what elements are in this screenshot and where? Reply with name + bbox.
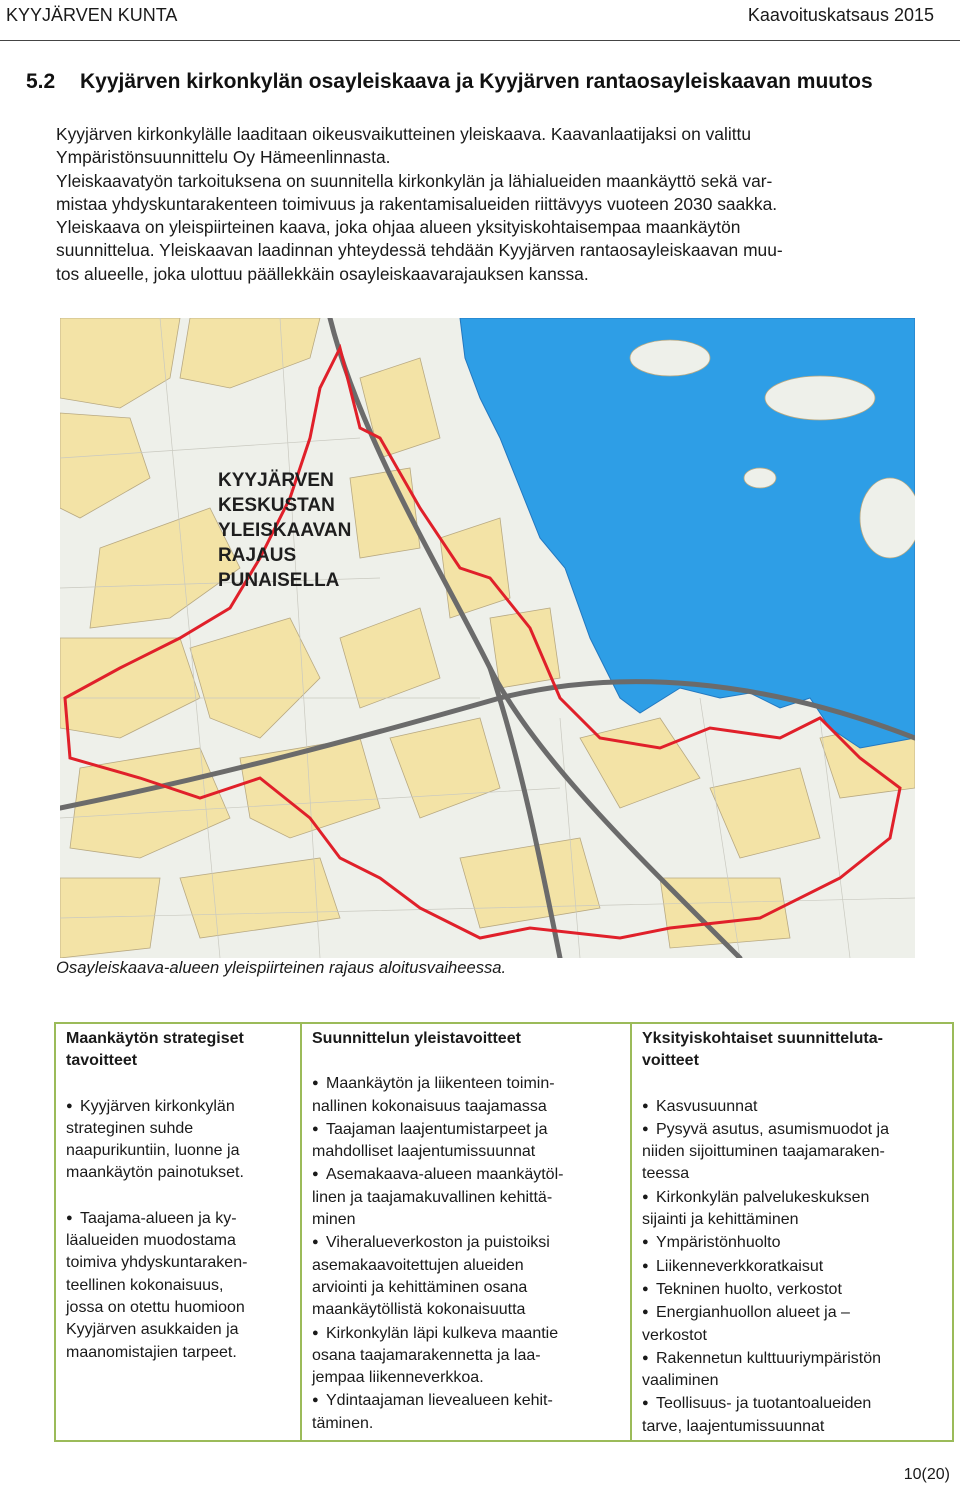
list-item xyxy=(66,1095,290,1185)
item-line: täminen. xyxy=(312,1414,374,1432)
body-line: tos alueelle, joka ulottuu päällekkäin osayleiskaavarajauksen kanssa. xyxy=(56,263,589,284)
item-line: Ympäristönhuolto xyxy=(656,1234,781,1252)
map-caption: Osayleiskaava-alueen yleispiirteinen rajaus aloitusvaiheessa. xyxy=(56,958,507,977)
list-item xyxy=(642,1278,942,1301)
column-heading xyxy=(66,1028,290,1073)
item-line: Taajaman laajentumistarpeet ja xyxy=(326,1120,548,1138)
item-line: arviointi ja kehittäminen osana xyxy=(312,1278,528,1296)
column-general-objectives xyxy=(300,1024,630,1440)
body-line: Yleiskaavatyön tarkoituksena on suunnitella kirkonkylän ja lähialueiden maankäyttö sekä var- xyxy=(56,170,773,191)
list-item xyxy=(312,1389,620,1435)
item-line: tarve, laajentumissuunnat xyxy=(642,1417,825,1435)
map-label xyxy=(218,470,351,591)
bullet-icon: ● xyxy=(312,1326,319,1339)
map-label-line: KYYJÄRVEN xyxy=(218,470,334,491)
bullet-icon: ● xyxy=(312,1394,319,1407)
body-line: Yleiskaava on yleispiirteinen kaava, joka ohjaa alueen yksityiskohtaisempaa maankäytön xyxy=(56,217,741,238)
item-line: Liikenneverkkoratkaisut xyxy=(656,1257,824,1275)
list-item xyxy=(642,1186,942,1232)
bullet-icon: ● xyxy=(66,1211,73,1224)
map-label-line: KESKUSTAN xyxy=(218,495,335,516)
item-line: toimiva yhdyskuntaraken- xyxy=(66,1254,248,1272)
heading-line: Yksityiskohtaiset suunnitteluta- xyxy=(642,1030,883,1047)
item-line: Teollisuus- ja tuotantoalueiden xyxy=(656,1395,872,1413)
item-line: Asemakaava-alueen maankäytöl- xyxy=(326,1166,564,1184)
header-document-title: Kaavoituskatsaus 2015 xyxy=(747,5,934,25)
item-line: mahdolliset laajentumissuunnat xyxy=(312,1143,536,1161)
list-item xyxy=(312,1163,620,1231)
map-graphic xyxy=(60,318,915,958)
item-line: läalueiden muodostama xyxy=(66,1232,236,1250)
heading-line: Maankäytön strategiset xyxy=(66,1030,244,1047)
item-line: Tekninen huolto, verkostot xyxy=(656,1280,842,1298)
heading-line: tavoitteet xyxy=(66,1052,138,1070)
item-line: Viheralueverkoston ja puistoiksi xyxy=(326,1234,550,1252)
bullet-icon: ● xyxy=(312,1077,319,1090)
item-line: Rakennetun kulttuuriympäristön xyxy=(656,1349,882,1367)
item-line: jempaa liikenneverkkoa. xyxy=(312,1369,484,1387)
item-line: linen ja taajamakuvallinen kehittä- xyxy=(312,1188,553,1206)
body-line: mistaa yhdyskuntarakenteen toimivuus ja rakentamisalueiden riittävyys vuoteen 2030 saakka. xyxy=(56,193,778,214)
item-line: asemakaavoitettujen alueiden xyxy=(312,1256,524,1274)
item-line: Maankäytön ja liikenteen toimin- xyxy=(326,1075,555,1093)
item-line: nallinen kokonaisuus taajamassa xyxy=(312,1097,547,1115)
map-label-line: PUNAISELLA xyxy=(218,570,340,591)
bullet-icon: ● xyxy=(312,1168,319,1181)
item-line: naapurikuntiin, luonne ja xyxy=(66,1142,240,1160)
list-item xyxy=(312,1231,620,1321)
item-line: teellinen kokonaisuus, xyxy=(66,1276,224,1294)
list-item xyxy=(642,1231,942,1254)
list-item xyxy=(66,1207,290,1364)
item-line: osana taajamarakennetta ja laa- xyxy=(312,1346,541,1364)
section-number: 5.2 xyxy=(26,70,56,93)
objective-list xyxy=(312,1072,620,1435)
list-item xyxy=(312,1322,620,1390)
item-line: Kirkonkylän läpi kulkeva maantie xyxy=(326,1324,559,1342)
item-line: maankäytön painotukset. xyxy=(66,1164,244,1182)
list-item xyxy=(642,1301,942,1347)
map-label-line: RAJAUS xyxy=(218,545,297,566)
item-line: Ydintaajaman lievealueen kehit- xyxy=(326,1392,553,1410)
body-line: suunnittelua. Yleiskaavan laadinnan yhteydessä tehdään Kyyjärven rantaosayleiskaavan muu- xyxy=(56,240,783,261)
item-line: jossa on otettu huomioon xyxy=(66,1298,245,1316)
body-line: Kyyjärven kirkonkylälle laaditaan oikeusvaikutteinen yleiskaava. Kaavanlaatijaksi on valittu xyxy=(56,124,752,144)
heading-line: Suunnittelun yleistavoitteet xyxy=(312,1030,521,1047)
item-line: Kyyjärven kirkonkylän xyxy=(80,1097,235,1115)
column-heading xyxy=(312,1028,620,1050)
item-line: Kirkonkylän palvelukeskuksen xyxy=(656,1188,870,1206)
page-header xyxy=(0,0,960,41)
bullet-icon: ● xyxy=(642,1306,649,1319)
bullet-icon: ● xyxy=(642,1122,649,1135)
list-item xyxy=(642,1118,942,1186)
objectives-table xyxy=(54,1022,954,1442)
section-title-text: Kyyjärven kirkonkylän osayleiskaava ja Kyyjärven rantaosayleiskaavan muutos xyxy=(80,70,873,93)
master-plan-map xyxy=(60,318,915,958)
bullet-icon: ● xyxy=(642,1099,649,1112)
item-line: Pysyvä asutus, asumismuodot ja xyxy=(656,1120,889,1138)
list-item xyxy=(642,1392,942,1438)
list-item xyxy=(642,1095,942,1118)
section-title xyxy=(26,70,873,94)
body-paragraph xyxy=(56,123,940,286)
bullet-icon: ● xyxy=(642,1397,649,1410)
header-municipality: KYYJÄRVEN KUNTA xyxy=(6,5,178,25)
heading-line: voitteet xyxy=(642,1052,699,1070)
column-detailed-objectives xyxy=(630,1024,952,1440)
list-item xyxy=(642,1347,942,1393)
item-line: niiden sijoittuminen taajamaraken- xyxy=(642,1143,885,1161)
item-line: sijainti ja kehittäminen xyxy=(642,1211,799,1229)
list-item xyxy=(642,1255,942,1278)
map-label-line: YLEISKAAVAN xyxy=(218,520,352,541)
bullet-icon: ● xyxy=(642,1259,649,1272)
item-line: vaaliminen xyxy=(642,1372,719,1390)
list-item xyxy=(312,1118,620,1164)
body-line: Ympäristönsuunnittelu Oy Hämeenlinnasta. xyxy=(56,147,391,168)
item-line: maanomistajien tarpeet. xyxy=(66,1343,237,1361)
bullet-icon: ● xyxy=(642,1351,649,1364)
item-line: Kyyjärven asukkaiden ja xyxy=(66,1321,239,1339)
bullet-icon: ● xyxy=(312,1122,319,1135)
item-line: verkostot xyxy=(642,1326,707,1344)
column-heading xyxy=(642,1028,942,1073)
item-line: Energianhuollon alueet ja – xyxy=(656,1304,850,1322)
item-line: strateginen suhde xyxy=(66,1119,194,1137)
item-line: Taajama-alueen ja ky- xyxy=(80,1209,237,1227)
column-strategic-objectives xyxy=(56,1024,300,1440)
item-line: minen xyxy=(312,1211,356,1229)
item-line: Kasvusuunnat xyxy=(656,1097,758,1115)
objective-list xyxy=(642,1095,942,1438)
page-number: 10(20) xyxy=(903,1466,950,1483)
item-line: teessa xyxy=(642,1165,690,1183)
bullet-icon: ● xyxy=(312,1236,319,1249)
objective-list xyxy=(66,1095,290,1364)
list-item xyxy=(312,1072,620,1118)
bullet-icon: ● xyxy=(642,1282,649,1295)
item-line: maankäytöllistä kokonaisuutta xyxy=(312,1301,526,1319)
bullet-icon: ● xyxy=(642,1190,649,1203)
bullet-icon: ● xyxy=(642,1236,649,1249)
bullet-icon: ● xyxy=(66,1099,73,1112)
